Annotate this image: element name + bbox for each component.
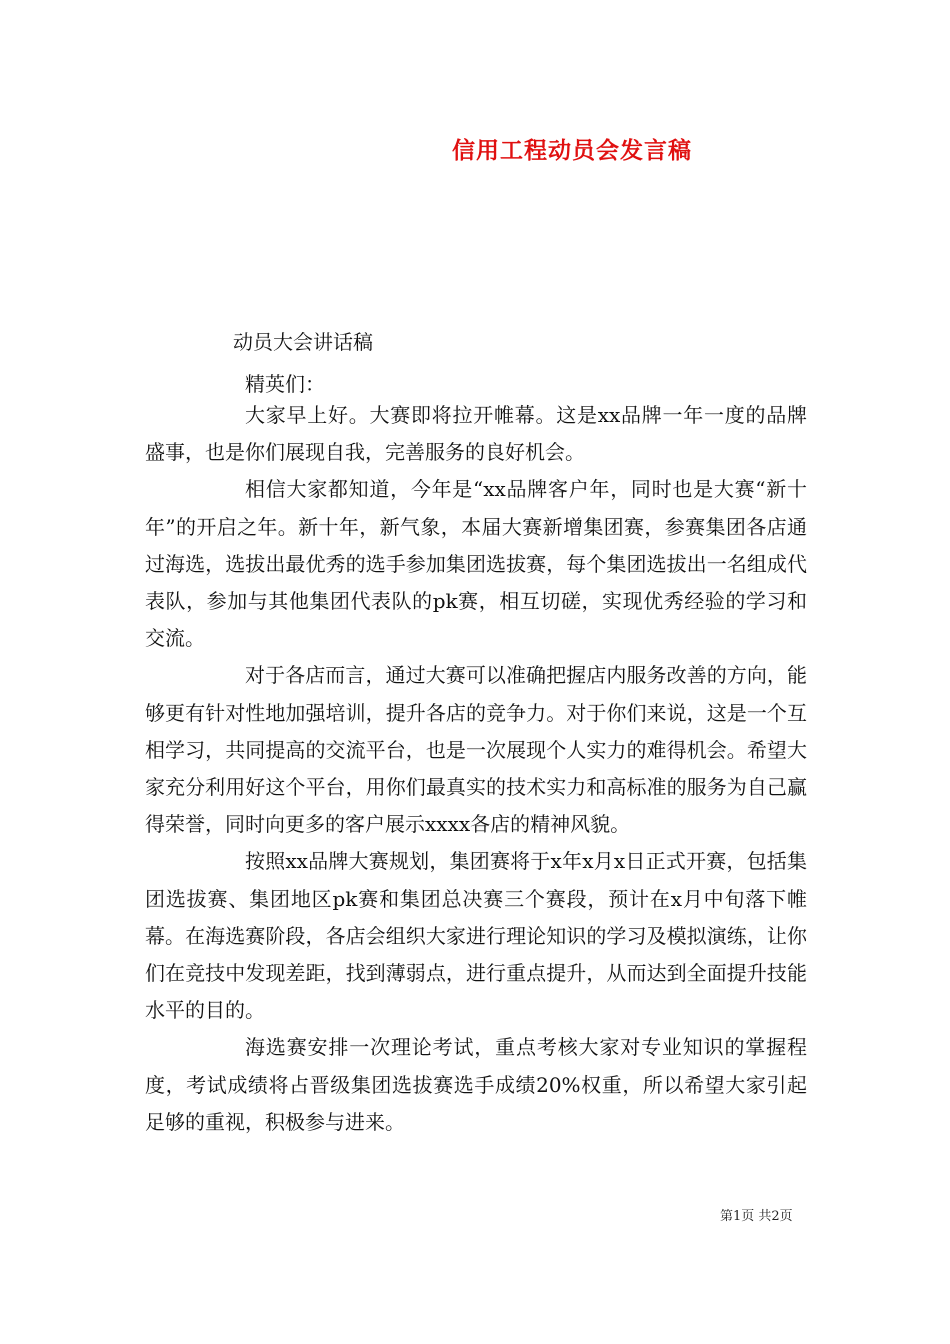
paragraph-3: 对于各店而言，通过大赛可以准确把握店内服务改善的方向，能够更有针对性地加强培训，提升各店的竞争力。对于你们来说，这是一个互相学习，共同提高的交流平台，也是一次展现个人实力的难得机会。希望大家充分利用好这个平台，用你们最真实的技术实力和高标准的服务为自己赢得荣誉，同时向更多的客户展示xxxx各店的精神风貌。	[145, 663, 807, 837]
page-title: 信用工程动员会发言稿	[452, 138, 692, 164]
paragraph-5: 海选赛安排一次理论考试，重点考核大家对专业知识的掌握程度，考试成绩将占晋级集团选拔赛选手成绩20%权重，所以希望大家引起足够的重视，积极参与进来。	[145, 1035, 807, 1134]
paragraph-4: 按照xx品牌大赛规划，集团赛将于x年x月x日正式开赛，包括集团选拔赛、集团地区pk赛和集团总决赛三个赛段，预计在x月中旬落下帷幕。在海选赛阶段，各店会组织大家进行理论知识的学习及模拟演练，让你们在竞技中发现差距，找到薄弱点，进行重点提升，从而达到全面提升技能水平的目的。	[145, 849, 807, 1023]
paragraph-1: 大家早上好。大赛即将拉开帷幕。这是xx品牌一年一度的品牌盛事，也是你们展现自我，完善服务的良好机会。	[145, 403, 807, 465]
speech-subtitle: 动员大会讲话稿	[233, 330, 373, 354]
page-number-footer: 第1页 共2页	[720, 1209, 793, 1224]
speech-body	[145, 397, 807, 1141]
salutation: 精英们：	[245, 372, 325, 396]
paragraph-2: 相信大家都知道，今年是“xx品牌客户年，同时也是大赛“新十年”的开启之年。新十年，新气象，本届大赛新增集团赛，参赛集团各店通过海选，选拔出最优秀的选手参加集团选拔赛，每个集团选拔出一名组成代表队，参加与其他集团代表队的pk赛，相互切磋，实现优秀经验的学习和交流。	[145, 477, 807, 651]
